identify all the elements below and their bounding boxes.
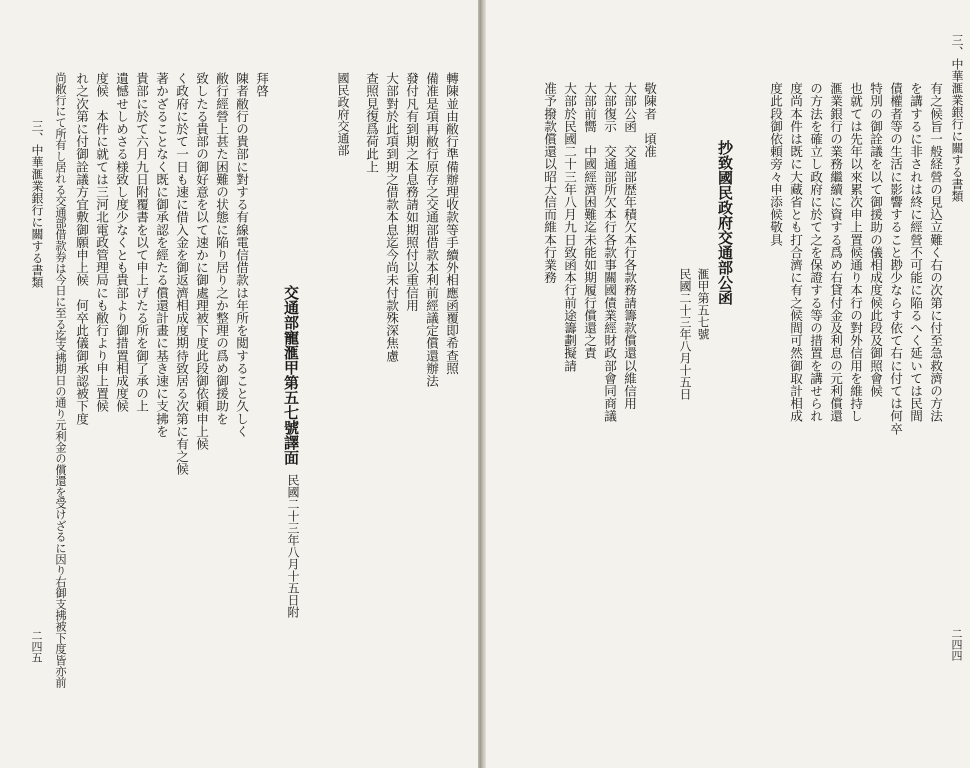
body-column: 敝行經營上甚た困難の状態に陥り居り之か整理の爲め御援助を — [214, 72, 229, 425]
body-column: 貴部に於て六月九日附覆書を以て申上げたる所を御了承の上 — [134, 72, 149, 413]
body-column: 債權者等の生活に影響すること尠少ならす依て右に付ては何卒 — [888, 82, 903, 435]
page-number: 二四五 — [30, 630, 43, 663]
body-column: 著かざることなく既に御承認を經たる償還計畫に基き速に支拂を — [154, 72, 169, 438]
letter-column: 大部公函 交通部歴年積欠本行各款務請籌款償還以維信用 — [622, 82, 637, 410]
body-column: 轉陳並由敝行準備辦理收款等手續外相應函覆即希查照 — [444, 72, 459, 375]
body-column: 也就ては先年以來累次申上置候通り本行の對外信用を維持し — [848, 82, 863, 423]
body-column: 度候 本件に就ては三河北電政管理局にも敝行より申上置候 — [94, 72, 109, 413]
body-column: 查照見復爲荷此上 — [364, 72, 379, 173]
right-page — [484, 0, 970, 768]
letter-column: 大部復示 交通部所欠本行各款事關國債業經財政部會同商議 — [602, 82, 617, 423]
letter-column: 大部於民國二十三年八月九日致函本行前途籌劃擬請 — [562, 82, 577, 372]
body-column: 特別の御詮議を以て御援助の儀相成度候此段及御照會候 — [868, 82, 883, 397]
body-column: 致したる貴部の御好意を以て速かに御處理被下度此段御依頼申上候 — [194, 72, 209, 450]
body-column: 滙業銀行の業務繼續に資する爲め右貸付金及利息の元利償還 — [828, 82, 843, 423]
letter-title: 抄致國民政府交通部公函 — [716, 140, 734, 305]
body-column: 發付凡有到期之本息務請如期照付以重信用 — [404, 72, 419, 312]
letter-column: 准予撥款償還以昭大信而維本行業務 — [542, 82, 557, 284]
letter-column: 敬陳者 頃准 — [642, 82, 657, 158]
body-column: 尚敝行にて所有し居れる交通部借款券は今日に至る迄支拂期日の通り元利金の償還を受けざるに因り右御支拂被下度皆亦前 — [54, 72, 67, 688]
letter-date: 民國二十三年八月十五日 — [678, 268, 692, 400]
body-column: れ之次第に付御詮議方宜敷御願申上候 何卒此儀御承認被下度 — [74, 72, 89, 425]
body-column: 度此段御依頼旁々申添候敬具 — [768, 82, 783, 246]
running-head: 三、中華滙業銀行に關する書類 — [950, 34, 964, 202]
signature: 國民政府交通部 — [336, 72, 350, 156]
body-column: 備准是項再敝行原存之交通部借款本利前經議定償還辦法 — [424, 72, 439, 387]
telegram-title: 交通部寵滙甲第五七號譯面 — [282, 285, 300, 465]
page-number: 二四四 — [950, 628, 963, 661]
body-column: 有之候旨一般経營の見込立難く右の次第に付至急救濟の方法 — [928, 82, 943, 423]
body-column: 大部對於此項到期之借款本息迄今尚未付款殊深焦慮 — [384, 72, 399, 362]
body-column: を講するに非されは終に經營不可能に陥るへく延いては民間 — [908, 82, 923, 423]
body-column: 遺憾せしめさる様致し度少なくとも貴部より御措置相成度候 — [114, 72, 129, 413]
body-column: 度尚本件は既に大藏省とも打合濟に有之候間可然御取計相成 — [788, 82, 803, 423]
body-column: 拜啓 — [254, 72, 269, 98]
letter-column: 大部前嚮 中國經濟困難迄未能如期履行償還之責 — [582, 82, 597, 360]
left-page — [0, 0, 478, 768]
running-head: 三、中華滙業銀行に關する書類 — [30, 120, 44, 288]
telegram-date: 民國二十三年八月十五日附 — [286, 474, 300, 618]
body-column: の方法を確立し政府に於て之を保證する等の措置を講せられ — [808, 82, 823, 423]
letter-number: 滙甲第五七號 — [696, 268, 710, 340]
body-column: く政府に於て一日も速に借入金を御返濟相成度期待致居る次第に有之候 — [174, 72, 189, 476]
body-column: 陳者敝行の貴部に對する有線電信借款は年所を閲すること久しく — [234, 72, 249, 438]
